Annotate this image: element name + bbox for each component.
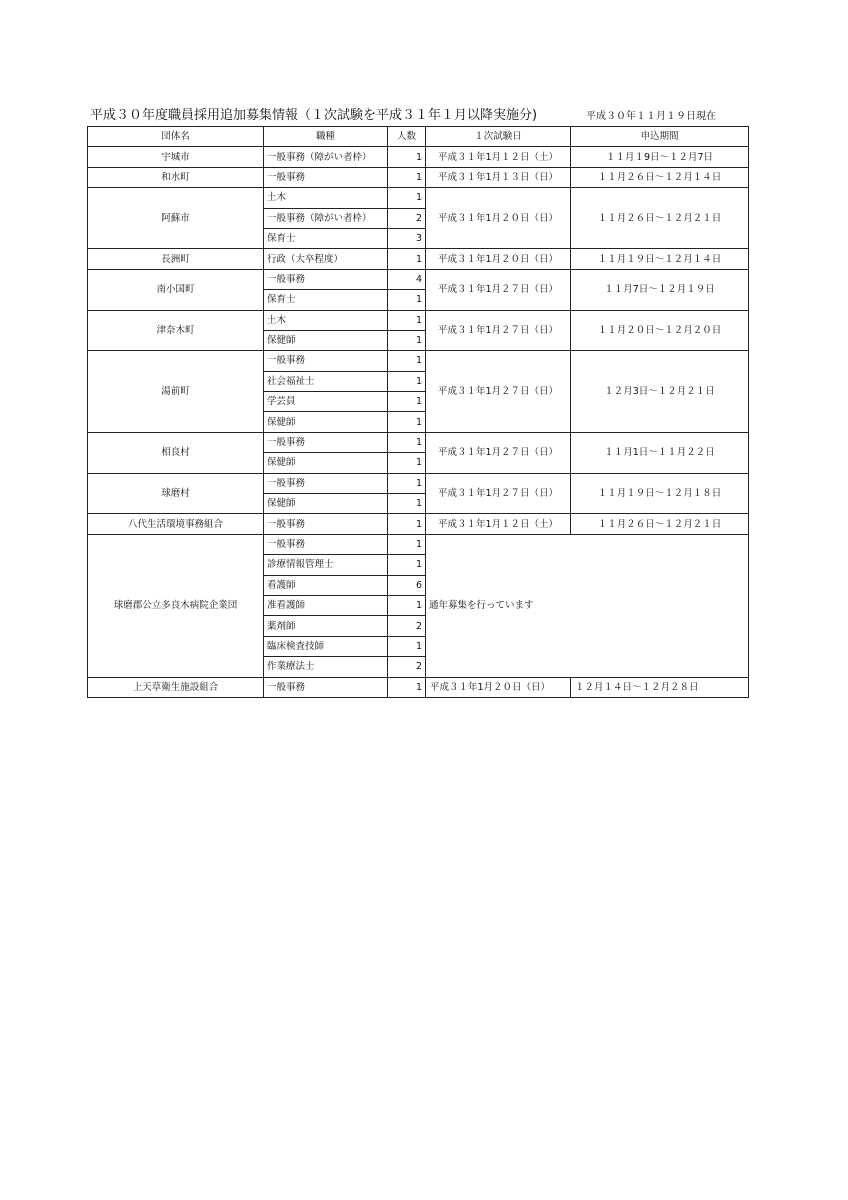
table-row: [88, 514, 749, 534]
header-application-period: 申込期間: [571, 127, 749, 147]
organization-cell: 長洲町: [88, 249, 264, 269]
table-row: [88, 310, 749, 330]
application-period-cell: １１月２６日～１２月１４日: [571, 167, 749, 187]
exam-date-cell: 平成３１年1月２０日（日）: [426, 677, 571, 697]
job-type-cell: 保健師: [264, 494, 388, 514]
organization-cell: 湯前町: [88, 351, 264, 433]
job-type-cell: 診療情報管理士: [264, 555, 388, 575]
table-row: [88, 249, 749, 269]
count-cell: 1: [388, 167, 426, 187]
job-type-cell: 一般事務: [264, 167, 388, 187]
count-cell: 1: [388, 392, 426, 412]
count-cell: 1: [388, 494, 426, 514]
count-cell: 1: [388, 147, 426, 167]
count-cell: 1: [388, 371, 426, 391]
table-row: [88, 188, 749, 208]
count-cell: 1: [388, 188, 426, 208]
count-cell: 4: [388, 269, 426, 289]
header-count: 人数: [388, 127, 426, 147]
count-cell: 2: [388, 657, 426, 677]
job-type-cell: 保健師: [264, 453, 388, 473]
count-cell: 1: [388, 330, 426, 350]
count-cell: 1: [388, 351, 426, 371]
as-of-date: 平成３０年１１月１９日現在: [586, 111, 716, 122]
count-cell: 1: [388, 473, 426, 493]
exam-date-cell: 平成３１年1月２７日（日）: [426, 351, 571, 433]
exam-date-cell: 平成３１年1月２０日（日）: [426, 249, 571, 269]
application-period-cell: １２月１４日～１２月２８日: [571, 677, 749, 697]
application-period-cell: １１月7日～１２月１９日: [571, 269, 749, 310]
count-cell: 1: [388, 290, 426, 310]
job-type-cell: 一般事務: [264, 432, 388, 452]
count-cell: 1: [388, 432, 426, 452]
table-row: [88, 147, 749, 167]
organization-cell: 和水町: [88, 167, 264, 187]
exam-date-cell: 平成３１年1月２７日（日）: [426, 310, 571, 351]
recruitment-table: [87, 126, 749, 698]
header-exam-date: １次試験日: [426, 127, 571, 147]
job-type-cell: 保健師: [264, 330, 388, 350]
count-cell: 1: [388, 514, 426, 534]
count-cell: 2: [388, 616, 426, 636]
table-row: [88, 351, 749, 371]
organization-cell: 宇城市: [88, 147, 264, 167]
exam-date-cell: 平成３１年1月１３日（日）: [426, 167, 571, 187]
exam-date-cell: 平成３１年1月２０日（日）: [426, 188, 571, 249]
job-type-cell: 一般事務: [264, 351, 388, 371]
job-type-cell: 一般事務: [264, 269, 388, 289]
organization-cell: 球磨村: [88, 473, 264, 514]
organization-cell: 阿蘇市: [88, 188, 264, 249]
application-period-cell: １１月２６日～１２月２１日: [571, 514, 749, 534]
exam-date-cell: 平成３１年1月２７日（日）: [426, 269, 571, 310]
count-cell: 1: [388, 412, 426, 432]
job-type-cell: 一般事務: [264, 534, 388, 554]
exam-date-cell: 平成３１年1月１２日（土）: [426, 514, 571, 534]
job-type-cell: 看護師: [264, 575, 388, 595]
exam-date-cell: 平成３１年1月２７日（日）: [426, 473, 571, 514]
count-cell: 1: [388, 636, 426, 656]
job-type-cell: 保健師: [264, 412, 388, 432]
table-header-row: [88, 127, 749, 147]
organization-cell: 相良村: [88, 432, 264, 473]
count-cell: 6: [388, 575, 426, 595]
organization-cell: 津奈木町: [88, 310, 264, 351]
organization-cell: 南小国町: [88, 269, 264, 310]
job-type-cell: 准看護師: [264, 595, 388, 615]
table-row: [88, 677, 749, 697]
count-cell: 1: [388, 555, 426, 575]
count-cell: 3: [388, 228, 426, 248]
count-cell: 1: [388, 534, 426, 554]
exam-date-cell: 平成３１年1月２７日（日）: [426, 432, 571, 473]
application-period-cell: １１月1日～１１月２２日: [571, 432, 749, 473]
job-type-cell: 臨床検査技師: [264, 636, 388, 656]
header-job-type: 職種: [264, 127, 388, 147]
table-row: [88, 432, 749, 452]
table-row: [88, 534, 749, 554]
count-cell: 1: [388, 249, 426, 269]
count-cell: 1: [388, 677, 426, 697]
count-cell: 2: [388, 208, 426, 228]
table-row: [88, 269, 749, 289]
exam-date-cell: 平成３１年1月１２日（土）: [426, 147, 571, 167]
job-type-cell: 行政（大卒程度）: [264, 249, 388, 269]
job-type-cell: 土木: [264, 310, 388, 330]
job-type-cell: 土木: [264, 188, 388, 208]
recruitment-note-cell: 通年募集を行っています: [426, 534, 749, 677]
job-type-cell: 学芸員: [264, 392, 388, 412]
organization-cell: 八代生活環境事務組合: [88, 514, 264, 534]
application-period-cell: １２月3日～１２月２１日: [571, 351, 749, 433]
organization-cell: 上天草衛生施設組合: [88, 677, 264, 697]
header-organization: 団体名: [88, 127, 264, 147]
count-cell: 1: [388, 453, 426, 473]
job-type-cell: 一般事務: [264, 677, 388, 697]
job-type-cell: 一般事務（障がい者枠）: [264, 147, 388, 167]
count-cell: 1: [388, 310, 426, 330]
application-period-cell: １１月２６日～１２月２１日: [571, 188, 749, 249]
organization-cell: 球磨郡公立多良木病院企業団: [88, 534, 264, 677]
job-type-cell: 薬剤師: [264, 616, 388, 636]
job-type-cell: 保育士: [264, 290, 388, 310]
count-cell: 1: [388, 595, 426, 615]
application-period-cell: １１月１9日～１２月7日: [571, 147, 749, 167]
application-period-cell: １１月１９日～１２月１８日: [571, 473, 749, 514]
table-row: [88, 167, 749, 187]
job-type-cell: 一般事務（障がい者枠）: [264, 208, 388, 228]
job-type-cell: 一般事務: [264, 473, 388, 493]
application-period-cell: １１月１９日～１２月１４日: [571, 249, 749, 269]
job-type-cell: 一般事務: [264, 514, 388, 534]
job-type-cell: 保育士: [264, 228, 388, 248]
application-period-cell: １１月２０日～１２月２０日: [571, 310, 749, 351]
document-title: 平成３０年度職員採用追加募集情報（１次試験を平成３１年１月以降実施分): [90, 108, 538, 123]
job-type-cell: 社会福祉士: [264, 371, 388, 391]
table-row: [88, 473, 749, 493]
job-type-cell: 作業療法士: [264, 657, 388, 677]
